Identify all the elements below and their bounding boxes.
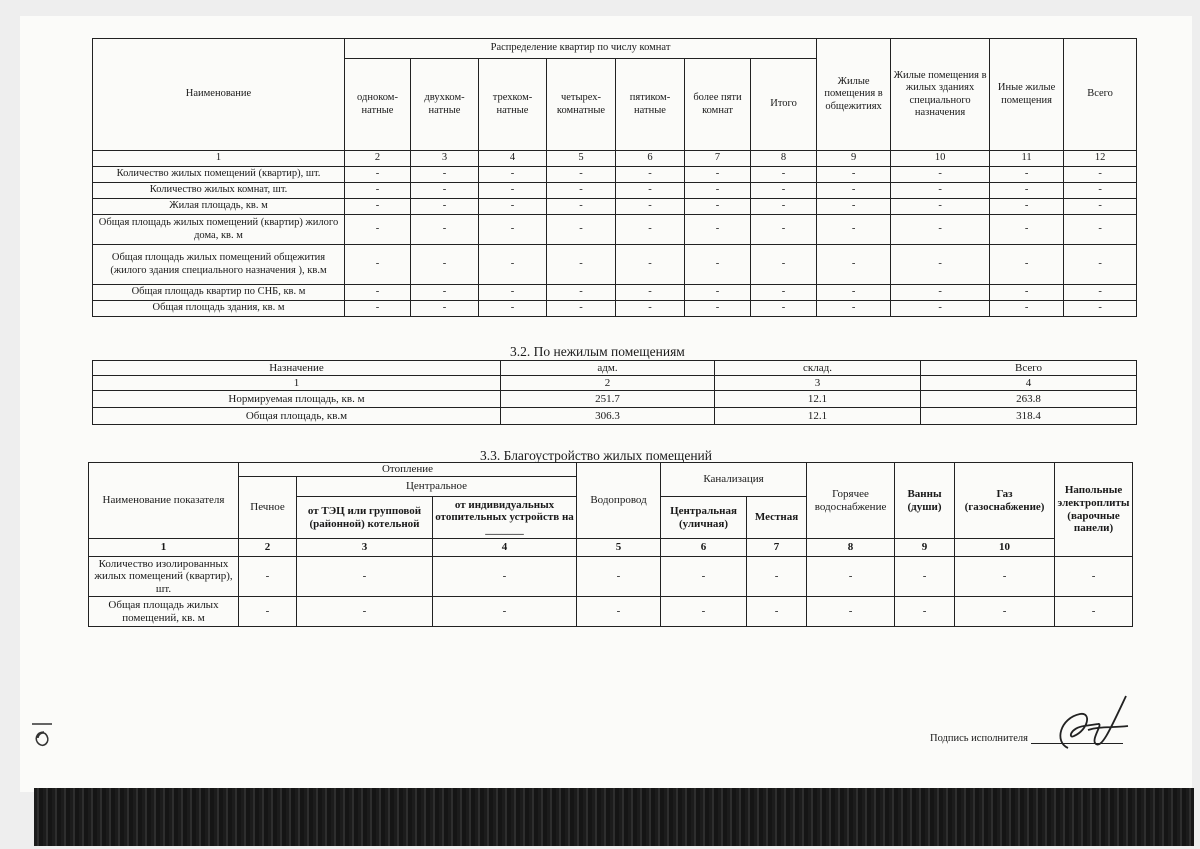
- cell: -: [479, 215, 547, 245]
- cell: -: [547, 245, 616, 285]
- t3-h-water: Водопровод: [577, 463, 661, 539]
- cell: -: [751, 215, 817, 245]
- t2-h-total: Всего: [921, 361, 1137, 376]
- t2-num: 4: [921, 376, 1137, 391]
- cell: -: [685, 285, 751, 301]
- cell: -: [751, 199, 817, 215]
- t1-col: четырех-комнатные: [547, 59, 616, 151]
- cell: -: [297, 597, 433, 627]
- cell: -: [547, 167, 616, 183]
- cell: -: [891, 183, 990, 199]
- cell: -: [345, 215, 411, 245]
- cell: -: [891, 167, 990, 183]
- cell: -: [891, 285, 990, 301]
- t2-h-sklad: склад.: [715, 361, 921, 376]
- cell: -: [616, 215, 685, 245]
- cell: -: [433, 557, 577, 597]
- t1-num: 5: [547, 151, 616, 167]
- cell: -: [297, 557, 433, 597]
- t3-h-baths: Ванны (души): [895, 463, 955, 539]
- t2-num: 2: [501, 376, 715, 391]
- cell: -: [747, 597, 807, 627]
- row-label: Общая площадь жилых помещений, кв. м: [89, 597, 239, 627]
- cell: -: [1064, 183, 1137, 199]
- cell: -: [747, 557, 807, 597]
- cell: -: [345, 245, 411, 285]
- table-row: [93, 215, 1137, 245]
- row-label: Общая площадь жилых помещений общежития (жилого здания специального назначения ), кв.м: [93, 245, 345, 285]
- table-row: [93, 391, 1137, 408]
- cell: -: [817, 285, 891, 301]
- row-label: Количество изолированных жилых помещений (квартир), шт.: [89, 557, 239, 597]
- t3-h-sewer-local: Местная: [747, 497, 807, 539]
- cell: -: [895, 597, 955, 627]
- t3-num: 4: [433, 539, 577, 557]
- cell: -: [955, 597, 1055, 627]
- row-label: Количество жилых комнат, шт.: [93, 183, 345, 199]
- t1-num: 9: [817, 151, 891, 167]
- t2-h-adm: адм.: [501, 361, 715, 376]
- table-row: [93, 199, 1137, 215]
- t3-h-stoves: Напольные электроплиты (варочные панели): [1055, 463, 1133, 557]
- cell: 12.1: [715, 391, 921, 408]
- table-row: [93, 245, 1137, 285]
- row-label: Общая площадь, кв.м: [93, 408, 501, 425]
- cell: -: [990, 245, 1064, 285]
- cell: -: [891, 199, 990, 215]
- cell: -: [616, 199, 685, 215]
- t1-col: двухком-натные: [411, 59, 479, 151]
- cell: -: [577, 557, 661, 597]
- cell: -: [817, 199, 891, 215]
- t3-num: 5: [577, 539, 661, 557]
- cell: -: [990, 199, 1064, 215]
- t1-num: 1: [93, 151, 345, 167]
- cell: -: [817, 215, 891, 245]
- cell: -: [955, 557, 1055, 597]
- cell: -: [479, 183, 547, 199]
- cell: -: [990, 215, 1064, 245]
- cell: -: [547, 183, 616, 199]
- cell: -: [577, 597, 661, 627]
- cell: -: [345, 183, 411, 199]
- cell: -: [807, 597, 895, 627]
- cell: 306.3: [501, 408, 715, 425]
- section-3-3-title: 3.3. Благоустройство жилых помещений: [480, 448, 712, 463]
- cell: -: [817, 183, 891, 199]
- cell: -: [239, 557, 297, 597]
- cell: -: [411, 285, 479, 301]
- cell: -: [1064, 199, 1137, 215]
- cell: -: [479, 199, 547, 215]
- t3-num: 10: [955, 539, 1055, 557]
- cell: -: [661, 597, 747, 627]
- cell: 263.8: [921, 391, 1137, 408]
- cell: -: [817, 167, 891, 183]
- table-row: [93, 167, 1137, 183]
- non-residential-table: [92, 360, 1137, 425]
- t1-col: трехком-натные: [479, 59, 547, 151]
- cell: -: [990, 167, 1064, 183]
- cell: -: [1055, 557, 1133, 597]
- cell: -: [547, 199, 616, 215]
- t3-h-sewer: Канализация: [661, 463, 807, 497]
- t1-col-dorm: Жилые помещения в общежитиях: [817, 39, 891, 151]
- cell: -: [616, 245, 685, 285]
- cell: -: [685, 199, 751, 215]
- t3-num: 2: [239, 539, 297, 557]
- cell: -: [751, 301, 817, 317]
- table-row: [93, 183, 1137, 199]
- cell: -: [547, 301, 616, 317]
- t1-num: 11: [990, 151, 1064, 167]
- t3-num: 9: [895, 539, 955, 557]
- cell: -: [891, 245, 990, 285]
- cell: -: [479, 167, 547, 183]
- cell: -: [616, 285, 685, 301]
- t3-h-indiv: от индивидуальных отопительных устройств на _______: [433, 497, 577, 539]
- row-label: Общая площадь квартир по СНБ, кв. м: [93, 285, 345, 301]
- cell: -: [1064, 285, 1137, 301]
- cell: -: [817, 301, 891, 317]
- t1-col-other: Иные жилые помещения: [990, 39, 1064, 151]
- t3-num: 7: [747, 539, 807, 557]
- cell: 12.1: [715, 408, 921, 425]
- t3-h-heating: Отопление: [239, 463, 577, 477]
- t1-num: 12: [1064, 151, 1137, 167]
- cell: -: [751, 285, 817, 301]
- cell: -: [479, 245, 547, 285]
- t3-h-central: Центральное: [297, 477, 577, 497]
- t3-num: 8: [807, 539, 895, 557]
- t3-num: 1: [89, 539, 239, 557]
- cell: -: [1064, 167, 1137, 183]
- t1-col-special: Жилые помещения в жилых зданиях специального назначения: [891, 39, 990, 151]
- t1-num: 10: [891, 151, 990, 167]
- cell: -: [547, 215, 616, 245]
- cell: -: [345, 199, 411, 215]
- cell: -: [685, 167, 751, 183]
- t1-num: 7: [685, 151, 751, 167]
- t1-group-header: Распределение квартир по числу комнат: [345, 39, 817, 59]
- cell: -: [616, 183, 685, 199]
- cell: -: [479, 301, 547, 317]
- signature-icon: [1040, 690, 1130, 760]
- row-label: Общая площадь здания, кв. м: [93, 301, 345, 317]
- t1-col: одноком-натные: [345, 59, 411, 151]
- t1-name-header: Наименование: [93, 39, 345, 151]
- cell: -: [990, 301, 1064, 317]
- t1-col: Итого: [751, 59, 817, 151]
- margin-mark-icon: [30, 720, 56, 750]
- table-row: [89, 557, 1133, 597]
- t3-h-name: Наименование показателя: [89, 463, 239, 539]
- t2-h-name: Назначение: [93, 361, 501, 376]
- cell: -: [1064, 301, 1137, 317]
- cell: -: [345, 285, 411, 301]
- t3-h-hotwater: Горячее водоснабжение: [807, 463, 895, 539]
- cell: -: [685, 183, 751, 199]
- cell: -: [1055, 597, 1133, 627]
- cell: -: [807, 557, 895, 597]
- t3-num: 3: [297, 539, 433, 557]
- signature-label: Подпись исполнителя: [930, 733, 1028, 744]
- t3-h-stove: Печное: [239, 477, 297, 539]
- amenities-table: [88, 462, 1133, 627]
- cell: -: [685, 301, 751, 317]
- t3-h-gas: Газ (газоснабжение): [955, 463, 1055, 539]
- t3-h-tec: от ТЭЦ или групповой (районной) котельной: [297, 497, 433, 539]
- cell: -: [345, 301, 411, 317]
- section-3-2-title: 3.2. По нежилым помещениям: [510, 344, 685, 359]
- cell: -: [411, 245, 479, 285]
- cell: -: [1064, 245, 1137, 285]
- cell: -: [685, 245, 751, 285]
- row-label: Жилая площадь, кв. м: [93, 199, 345, 215]
- cell: -: [345, 167, 411, 183]
- row-label: Общая площадь жилых помещений (квартир) жилого дома, кв. м: [93, 215, 345, 245]
- cell: -: [817, 245, 891, 285]
- t3-h-sewer-central: Центральная (уличная): [661, 497, 747, 539]
- cell: -: [616, 167, 685, 183]
- t1-num: 3: [411, 151, 479, 167]
- cell: -: [616, 301, 685, 317]
- t2-num: 3: [715, 376, 921, 391]
- cell: -: [891, 215, 990, 245]
- cell: -: [895, 557, 955, 597]
- cell: -: [661, 557, 747, 597]
- t1-num: 4: [479, 151, 547, 167]
- cell: -: [479, 285, 547, 301]
- cell: -: [547, 285, 616, 301]
- cell: -: [990, 183, 1064, 199]
- cell: -: [685, 215, 751, 245]
- cell: -: [751, 245, 817, 285]
- cell: -: [891, 301, 990, 317]
- cell: -: [239, 597, 297, 627]
- cell: -: [433, 597, 577, 627]
- table-row: [93, 408, 1137, 425]
- row-label: Нормируемая площадь, кв. м: [93, 391, 501, 408]
- cell: -: [990, 285, 1064, 301]
- t1-num: 6: [616, 151, 685, 167]
- table-row: [89, 597, 1133, 627]
- cell: -: [411, 301, 479, 317]
- cell: 318.4: [921, 408, 1137, 425]
- t2-num: 1: [93, 376, 501, 391]
- table-row: [93, 285, 1137, 301]
- cell: -: [411, 215, 479, 245]
- cell: -: [411, 183, 479, 199]
- cell: -: [751, 183, 817, 199]
- t1-col-total: Всего: [1064, 39, 1137, 151]
- scan-artifact-band: [34, 788, 1194, 846]
- row-label: Количество жилых помещений (квартир), шт.: [93, 167, 345, 183]
- cell: -: [1064, 215, 1137, 245]
- table-row: [93, 301, 1137, 317]
- apartments-table: [92, 38, 1137, 317]
- t3-num: 6: [661, 539, 747, 557]
- cell: -: [411, 167, 479, 183]
- cell: -: [411, 199, 479, 215]
- cell: -: [751, 167, 817, 183]
- cell: 251.7: [501, 391, 715, 408]
- t1-col: более пяти комнат: [685, 59, 751, 151]
- t1-num: 8: [751, 151, 817, 167]
- t1-num: 2: [345, 151, 411, 167]
- t1-col: пятиком-натные: [616, 59, 685, 151]
